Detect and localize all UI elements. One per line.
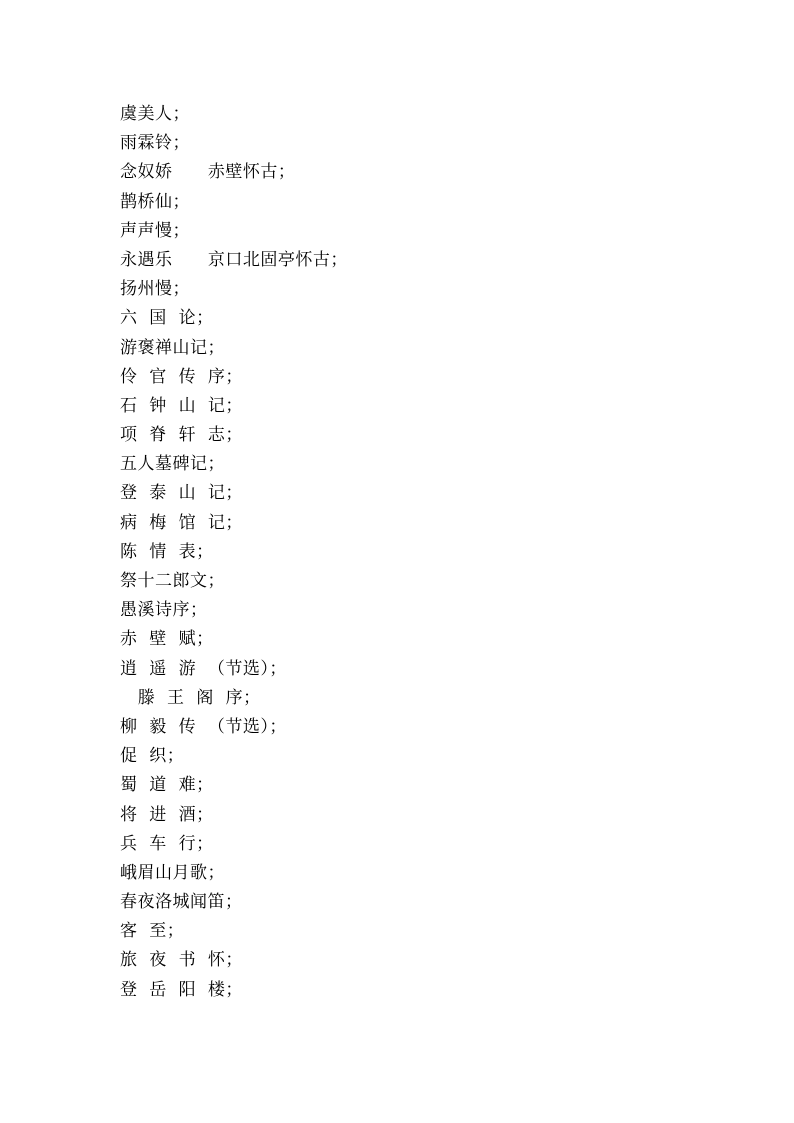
list-item: 永遇乐 京口北固亭怀古； (120, 249, 348, 270)
list-item: 鹊桥仙； (120, 191, 190, 212)
list-item: 登 岳 阳 楼； (120, 979, 243, 1000)
list-item: 项 脊 轩 志； (120, 425, 243, 446)
list-item: 滕 王 阁 序； (120, 687, 261, 708)
list-item: 兵 车 行； (120, 833, 214, 854)
list-item: 峨眉山月歌； (120, 862, 225, 883)
list-item: 伶 官 传 序； (120, 366, 243, 387)
list-item: 扬州慢； (120, 279, 190, 300)
list-item: 客 至； (120, 921, 185, 942)
title-list (120, 100, 348, 1005)
list-item: 柳 毅 传 （节选）； (120, 716, 287, 737)
list-item: 五人墓碑记； (120, 454, 225, 475)
list-item: 祭十二郎文； (120, 571, 225, 591)
list-item: 游褒禅山记； (120, 337, 225, 358)
list-item: 陈 情 表； (120, 541, 214, 562)
list-item: 春夜洛城闻笛； (120, 892, 243, 913)
list-item: 赤 壁 赋； (120, 629, 214, 650)
list-item: 雨霖铃； (120, 133, 190, 154)
list-item: 虞美人； (120, 104, 190, 124)
list-item: 念奴娇 赤壁怀古； (120, 162, 296, 183)
list-item: 将 进 酒； (120, 804, 214, 825)
list-item: 促 织； (120, 746, 185, 767)
list-item: 愚溪诗序； (120, 600, 208, 621)
list-item: 旅 夜 书 怀； (120, 950, 243, 971)
list-item: 逍 遥 游 （节选）； (120, 658, 287, 679)
list-item: 声声慢； (120, 220, 190, 241)
list-item: 蜀 道 难； (120, 775, 214, 796)
list-item: 病 梅 馆 记； (120, 512, 243, 533)
list-item: 六 国 论； (120, 308, 214, 329)
list-item: 登 泰 山 记； (120, 483, 243, 504)
list-item: 石 钟 山 记； (120, 395, 243, 416)
